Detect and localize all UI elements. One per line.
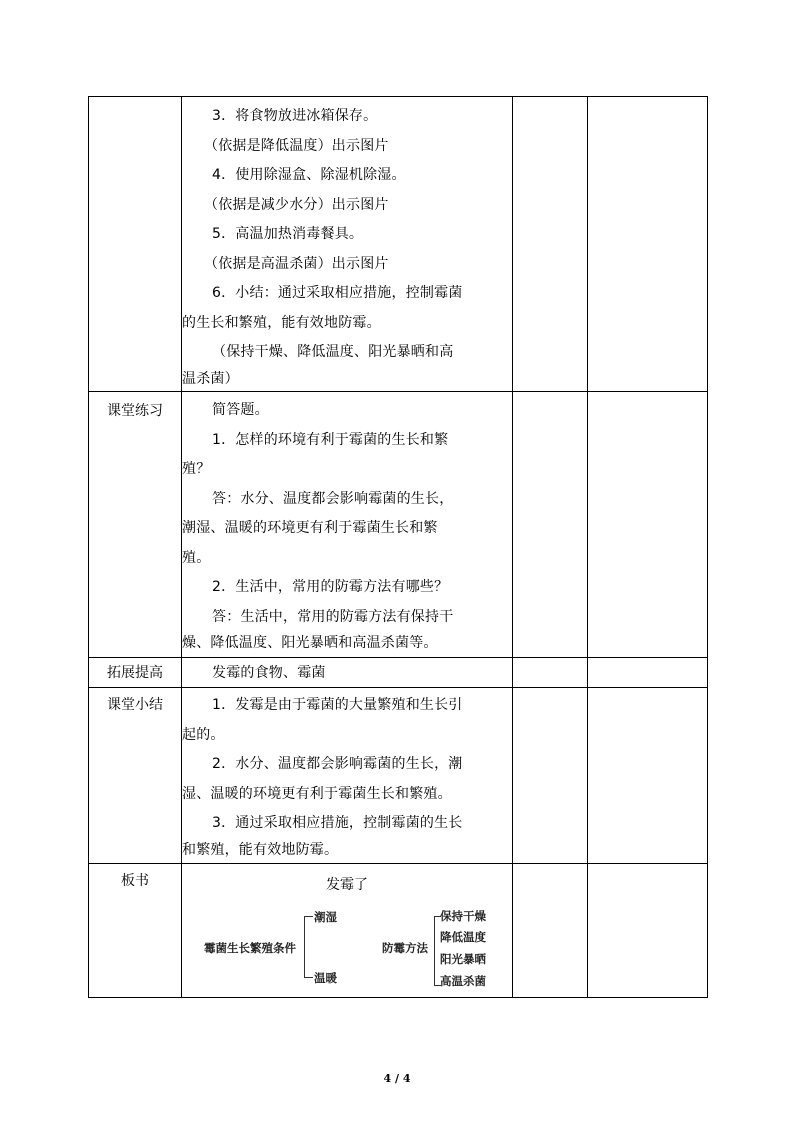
right-root-label: 防霉方法 [382, 941, 428, 955]
text-line: 1．发霉是由于霉菌的大量繁殖和生长引 [212, 697, 463, 713]
text-line: 简答题。 [212, 402, 269, 418]
text-line: 5．高温加热消毒餐具。 [212, 226, 364, 242]
row-summary [89, 688, 708, 864]
text-line: （依据是降低温度）出示图片 [204, 137, 389, 154]
left-bracket [304, 916, 313, 978]
content-cell [182, 392, 513, 658]
empty-cell [513, 658, 588, 688]
content-cell [182, 97, 513, 392]
text-line: 3．将食物放进冰箱保存。 [212, 108, 378, 124]
text-line: 燥、降低温度、阳光暴晒和高温杀菌等。 [182, 635, 438, 651]
empty-cell [588, 658, 708, 688]
empty-cell [513, 864, 588, 998]
text-line: （保持干燥、降低温度、阳光暴晒和高 [212, 344, 454, 360]
text-line: 温杀菌） [182, 370, 239, 387]
text-line: 4．使用除湿盒、除湿机除湿。 [212, 167, 406, 183]
page-number: 4 / 4 [383, 1072, 411, 1085]
text-line: 发霉的食物、霉菌 [212, 665, 326, 681]
text-line: 答：生活中，常用的防霉方法有保持干 [212, 608, 454, 625]
text-line: 2．水分、温度都会影响霉菌的生长，潮 [212, 756, 463, 772]
right-branch-label: 阳光暴晒 [440, 952, 486, 966]
content-cell [182, 658, 513, 688]
left-root-label: 霉菌生长繁殖条件 [204, 941, 296, 955]
board-title: 发霉了 [326, 877, 368, 893]
empty-cell [588, 864, 708, 998]
row-extension [89, 658, 708, 688]
label-cell: 拓展提高 [89, 658, 182, 688]
board-cell [182, 864, 513, 998]
right-branch-label: 降低温度 [440, 930, 486, 944]
text-line: 6．小结：通过采取相应措施，控制霉菌 [212, 285, 463, 301]
label-cell: 板书 [89, 864, 182, 998]
board-diagram [182, 896, 512, 996]
left-branch-label: 潮湿 [314, 910, 337, 924]
content-cell [182, 688, 513, 864]
text-line: 潮湿、温暖的环境更有利于霉菌生长和繁 [182, 520, 438, 536]
text-line: （依据是高温杀菌）出示图片 [204, 255, 389, 272]
label-cell [89, 97, 182, 392]
row-practice [89, 392, 708, 658]
text-line: 殖？ [182, 461, 211, 477]
text-line: 答：水分、温度都会影响霉菌的生长， [212, 490, 454, 507]
text-line: 3．通过采取相应措施，控制霉菌的生长 [212, 815, 463, 831]
text-line: 和繁殖，能有效地防霉。 [182, 841, 339, 858]
text-line: 的生长和繁殖，能有效地防霉。 [182, 314, 381, 331]
left-branch-label: 温暖 [314, 971, 337, 985]
text-line: 1．怎样的环境有利于霉菌的生长和繁 [212, 431, 449, 448]
label-cell: 课堂小结 [89, 688, 182, 864]
text-line: 殖。 [182, 549, 211, 566]
empty-cell [588, 688, 708, 864]
empty-cell [513, 97, 588, 392]
right-branch-label: 保持干燥 [440, 909, 486, 923]
empty-cell [588, 392, 708, 658]
empty-cell [513, 392, 588, 658]
lesson-plan-table [88, 96, 708, 998]
row-continued [89, 97, 708, 392]
text-line: 起的。 [182, 726, 225, 743]
text-line: 湿、温暖的环境更有利于霉菌生长和繁殖。 [182, 785, 452, 802]
empty-cell [588, 97, 708, 392]
text-line: 2．生活中，常用的防霉方法有哪些？ [212, 579, 449, 595]
label-cell: 课堂练习 [89, 392, 182, 658]
row-board [89, 864, 708, 998]
empty-cell [513, 688, 588, 864]
text-line: （依据是减少水分）出示图片 [204, 196, 389, 213]
right-branch-label: 高温杀菌 [440, 974, 486, 988]
